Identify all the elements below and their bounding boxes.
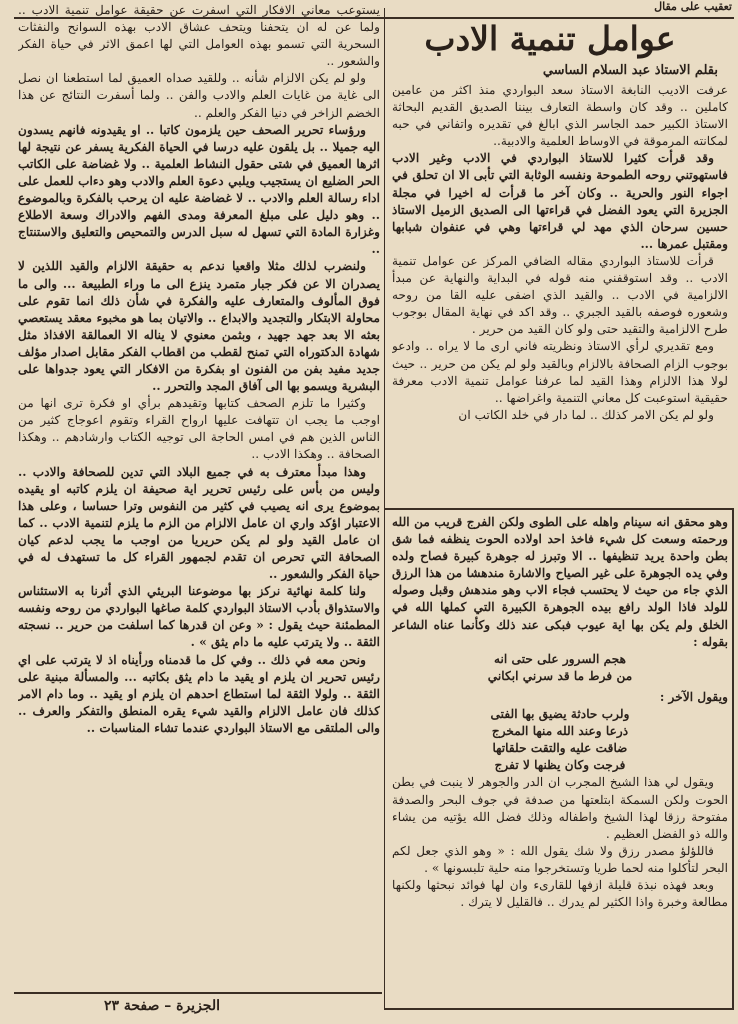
article-paragraph: ولنضرب لذلك مثلا واقعيا ندعم به حقيقة الالزام والقيد اللذين لا يصدران الا عن فكر جبار متمرد ينزع الى ما وراء الطبيعة ... والى ما فوق المألوف والمتعارف عليه والفكرة في شأن ذلك انما تقوم على محاولة الابتكار والتجديد والابداع .. والاتيان بما هو مخبوء معقد يستعصي بعثه الا بعد جهد جهيد ، وبثمن معنوي لا يناله الا العمالقة الافذاذ مثل شهادة الدكتوراه التي تمنح لقطب من اقطاب الفكر مقابل اصدار مؤلف جديد مفيد بفن من الفنون او بفكرة من الافكار التي يعود جدواها على البشرية ويسمو بها الى آفاق المجد والتحرر ..	[18, 259, 380, 394]
article-paragraph: ولو لم يكن الامر كذلك .. لما دار في خلد الكاتب ان	[458, 407, 714, 422]
verse-intro: ويقول الآخر :	[659, 689, 728, 704]
story-paragraph: ويقول لي هذا الشيخ المجرب ان الدر والجوهر لا ينبت في بطن الحوت ولكن السمكة ابتلعتها من صدفة في جوف البحر والصدفة مفتوحة رزقا لهذا الشيخ واطفاله وذلك فضل الله يؤتيه من يشاء والله ذو الفضل العظيم .	[392, 775, 728, 841]
verse-line: من فرط ما قد سرني ابكاني	[487, 668, 633, 683]
article-byline: بقلم الاستاذ عبد السلام الساسي	[542, 63, 718, 78]
story-box-bottom-border	[384, 1008, 734, 1010]
verse-line: فرجت وكان يظنها لا تفرج	[494, 758, 626, 773]
verse-line: ذرعا وعند الله منها المخرج	[491, 724, 629, 739]
article-paragraph: ومع تقديري لرأي الاستاذ ونظريته فاني ارى ما لا يراه .. وادعو بوجوب الزام الصحافة بالالزام وبالقيد ولو لم يكن من حرير .. حيث لولا هذا الالزام وهذا القيد لما عرفنا عوامل تنمية الادب معرفة حقيقية استوعبت كل معاني التنمية واغراضها ..	[392, 339, 728, 405]
article-paragraph: وهذا مبدأ معترف به في جميع البلاد التي تدين للصحافة والادب .. وليس من بأس على رئيس تحرير اية صحيفة ان يلزم كاتبه او يقيده بموضوع يرى انه يصيب في كثير من النفوس وترا حساسا ، وعلى هذا الاعتبار اؤكد واري ان عامل الالزام من الزم ما يلزم لتنمية الادب .. كما ان عامل القيد ولو لم يكن حريريا من اوجب ما يجب لدعم كيان الصحافة التي تحرص ان تقدم لجمهور القراء كل ما تستهدف له في حياة الفكر والشعور ..	[18, 464, 380, 582]
story-box-top-border	[384, 508, 734, 510]
article-paragraph: وكثيرا ما تلزم الصحف كتابها وتقيدهم برأي او فكرة ترى انها من اوجب ما يجب ان تتهافت عليها ارواح القراء وتقوم اعوجاج كثير من الناس الذين هم في امس الحاجة الى توجيه الكتاب وارشادهم .. وهكذا الصحافة .. وهكذا الادب ..	[18, 396, 380, 462]
story-paragraph: وهو محقق انه سينام واهله على الطوى ولكن الفرج قريب من الله ورحمته وسعت كل شيء فاخذ احد اولاده الحوت ينظفه فما شق بطن واحدة يريد تنظيفها .. الا وتبرز له جوهرة كبيرة فصاح ولده وفي يده الجوهرة على غير الصياح والاشارة مندهشا من هذا الرزق الذي جاء من حيث لا يحتسب فجاء الاب وهو مندهش وقبل وصوله للولد فاذا الولد رافع بيده الجوهرة الكبيرة التي كملها الله في الخلق ولم يكن بها اية عيوب فبكى عند ذلك وكأنما عناه الشاعر بقوله :	[392, 515, 728, 649]
story-paragraph: وبعد فهذه نبذة قليلة ازفها للقارىء وان لها فوائد نبحثها ولكنها مطالعة وخبرة واذا الكثير لم يدرك .. فالقليل لا يترك .	[392, 877, 728, 910]
verse-line: هجم السرور على حتى انه	[494, 651, 626, 666]
verse-line: ولرب حادثة يضيق بها الفتى	[490, 707, 630, 722]
article-paragraph: وقد قرأت كثيرا للاستاذ البواردي في الادب وغير الادب فاستهوتني روحه الطموحة ونفسه الوثابة التي تأبى الا ان تحلق في اجواء النور والحرية .. وكان آخر ما قرأت له اخيرا في مجلة الجزيرة التي يعود الفضل في قراءتها الى الصديق الزميل الاستاذ حسين سرحان الذي مهد لي قراءتها وهي في عنفوان شبابها ومقتبل عمرها ...	[392, 151, 728, 251]
article-title: عوامل تنمية الادب	[424, 19, 676, 58]
story-paragraph: فاللؤلؤ مصدر رزق ولا شك يقول الله : « وهو الذي جعل لكم البحر لتأكلوا منه لحما طريا وتستخرجوا منه حلية تلبسونها » .	[392, 843, 728, 875]
verse-line: ضاقت عليه والتقت حلقاتها	[492, 741, 628, 756]
article-paragraph: ونحن معه في ذلك .. وفي كل ما قدمناه ورأيناه اذ لا يترتب على اي رئيس تحرير ان يلزم او يقيد ما دام يثق بكاتبه ... والمسألة مبنية على الثقة .. ولولا الثقة لما استطاع احدهم ان يلزم او يقيد .. وما دام الامر كذلك فان عامل الالزام والقيد شيء يقره المنطق والتفكر والعرف .. والى الملتقى مع الاستاذ البواردي عندما تشاء المناسبات ..	[18, 652, 380, 735]
article-paragraph: قرأت للاستاذ البواردي مقاله الضافي المركز عن عوامل تنمية الادب .. وقد استوقفني منه قوله في البداية والنهاية عن مبدأ الالزامية في الادب .. والقيد الذي اضفى عليه القا من روحه وشعوره فوصفه بالقيد الجبري .. وقد اكد في نهاية المقال بوجوب طرح الالزامية والتقيد حتى ولو كان القيد من حرير .	[392, 253, 728, 337]
footer-rule	[14, 992, 382, 994]
story-box	[392, 514, 728, 1002]
page-footer: الجزيرة – صفحة ٢٣	[103, 998, 220, 1014]
article-intro-column	[392, 82, 728, 504]
article-paragraph: يستوعب معاني الافكار التي اسفرت عن حقيقة عوامل تنمية الادب .. ولما عن له ان يتحفنا ويتحف عشاق الادب بهذه السوانح والنفثات السحرية التي تسمو بهذه العوامل التي لها اعمق الاثر في حياة الفكر والشعور ..	[18, 3, 380, 69]
article-paragraph: ولنا كلمة نهائية نركز بها موضوعنا البريئي الذي أثرنا به الاستئناس والاستذواق بأدب الاستاذ البواردي كلمة صاغها البواردي من روحه ونفسه المطمئنة حيث يقول : « وعن ان قدرها كما اسلفت من حرير .. نسجته الثقة .. ولا يترتب عليه ما دام يثق » .	[18, 584, 380, 650]
story-box-right-border	[732, 508, 734, 1008]
article-paragraph: عرفت الاديب النابغة الاستاذ سعد البواردي منذ اكثر من عامين كاملين .. وقد كان واسطة التعارف بيننا الصديق القديم البحاثة الاستاذ الكبير حمد الجاسر الذي ابالغ في تقديره واتفاني في حبه لمكانته المرموقة في الاوساط العلمية والادبية..	[392, 83, 728, 149]
article-paragraph: ولو لم يكن الالزام شأنه .. وللقيد صداه العميق لما استطعنا ان نصل الى غاية من غايات العلم والادب والفن .. ولما أسفرت النتائج عن هذا الخضم الزاخر في دنيا الفكر والعلم ..	[18, 71, 380, 120]
article-continuation-column	[18, 2, 380, 986]
section-tag: تعقيب على مقال	[654, 0, 732, 13]
article-paragraph: ورؤساء تحرير الصحف حين يلزمون كاتبا .. او يقيدونه فانهم يسدون اليه جميلا .. بل يلقون عليه درسا في الحياة الفكرية يسفر عن نتيجة لها اثرها العميق في شتى حقول النشاط العلمية .. ولا غضاضة على الكاتب الحر الضليع ان يستجيب ويلبي دعوة العلم والادب وهو دءاب للعمل على اداء رسالة العلم والادب .. لا غضاضة عليه ان يرحب بالفكرة وبالموضوع .. وهو دليل على مبلغ المعرفة ومدى الفهم والادراك وسعة الاطلاع وغزارة المادة التي تسهل له سبل الدرس والتمحيص والتعليق والاستنتاج ..	[18, 122, 380, 257]
